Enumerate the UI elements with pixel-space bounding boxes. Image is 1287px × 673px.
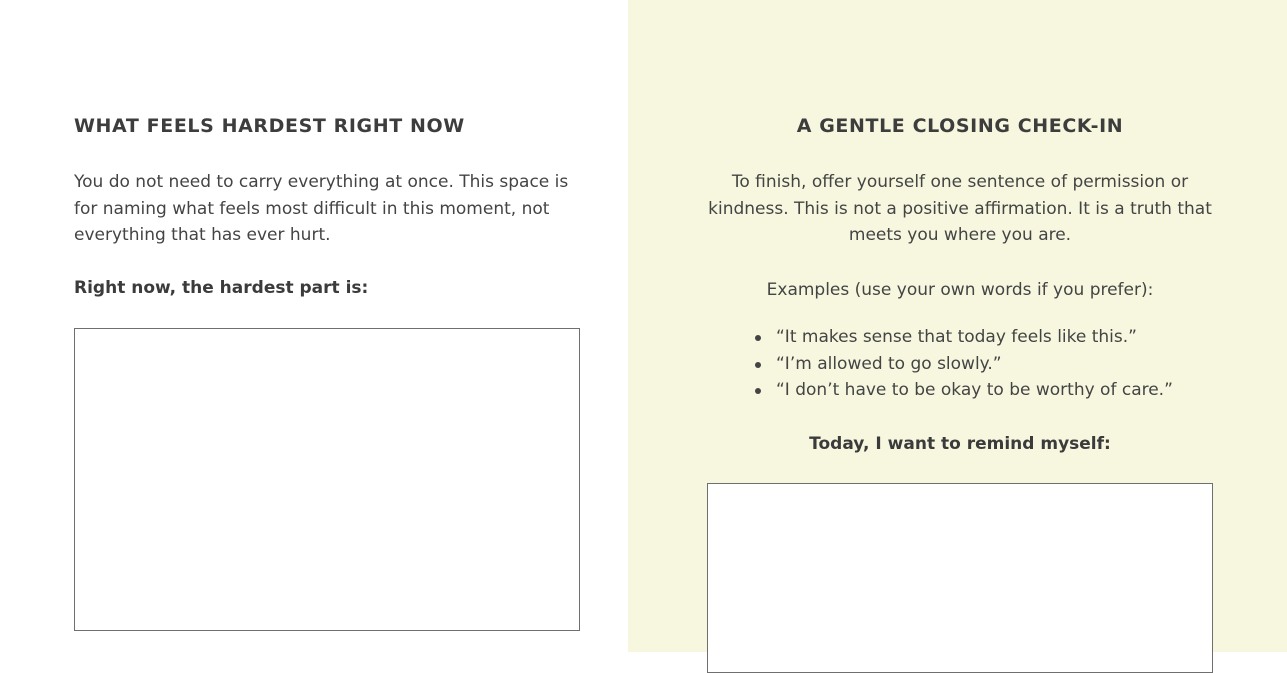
closing-check-in-intro: To finish, offer yourself one sentence of permission or kindness. This is not a positive affirmation. It is a truth that meets you where you are.: [708, 172, 1212, 245]
examples-label: Examples (use your own words if you prefer):: [766, 280, 1154, 300]
remind-myself-prompt: Today, I want to remind myself:: [809, 434, 1111, 454]
example-text: “I don’t have to be okay to be worthy of care.”: [776, 380, 1173, 400]
example-text: “It makes sense that today feels like this.”: [776, 327, 1137, 347]
bullet-icon: [755, 335, 761, 341]
bullet-icon: [755, 388, 761, 394]
examples-list: [752, 324, 1173, 404]
example-item: [752, 351, 1173, 378]
example-text: “I’m allowed to go slowly.”: [776, 353, 1002, 374]
hardest-part-prompt: Right now, the hardest part is:: [74, 278, 369, 298]
bullet-icon: [755, 362, 761, 368]
example-item: [752, 324, 1173, 351]
hardest-section-heading: WHAT FEELS HARDEST RIGHT NOW: [74, 115, 465, 137]
hardest-part-answer-box[interactable]: [74, 328, 580, 631]
hardest-section-intro: You do not need to carry everything at once. This space is for naming what feels most difficult in this moment, not everything that has ever hurt.: [74, 172, 569, 245]
closing-check-in-heading: A GENTLE CLOSING CHECK-IN: [796, 115, 1124, 137]
remind-myself-answer-box[interactable]: [707, 483, 1213, 673]
example-item: [752, 377, 1173, 404]
